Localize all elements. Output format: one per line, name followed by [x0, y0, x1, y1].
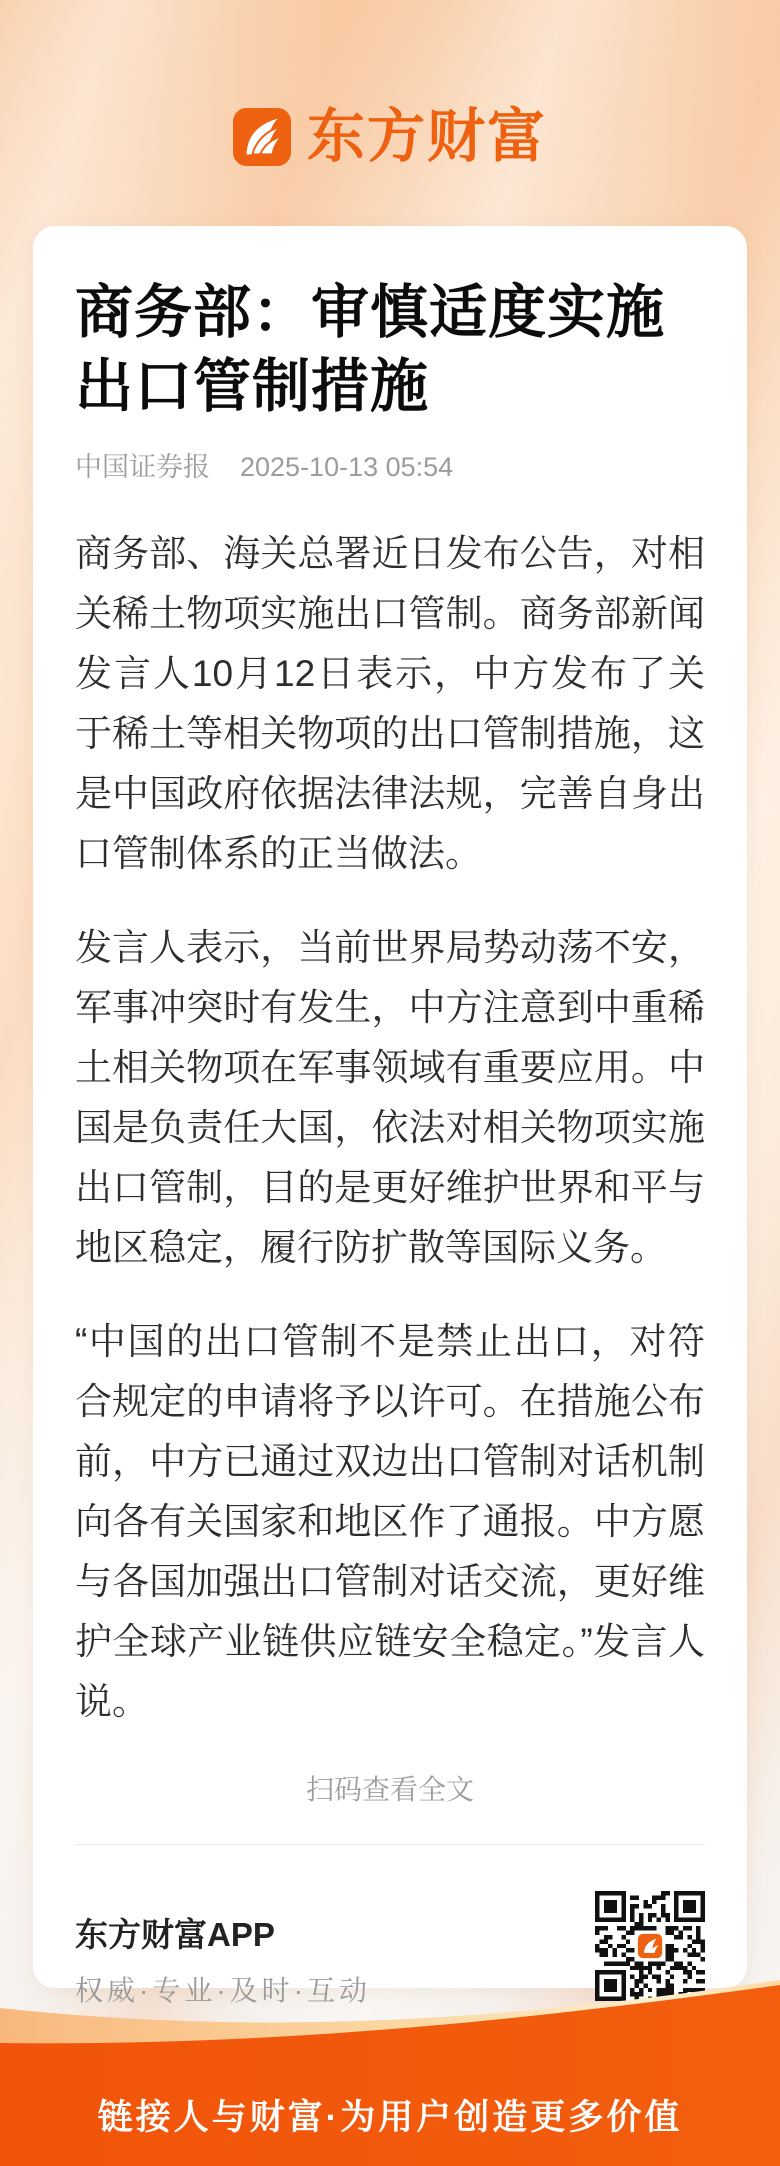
- paragraph: 商务部、海关总署近日发布公告，对相关稀土物项实施出口管制。商务部新闻发言人10月12日表示，中方发布了关于稀土等相关物项的出口管制措施，这是中国政府依据法律法规，完善自身出口管制体系的正当做法。: [75, 533, 705, 874]
- logo-wordmark: 东方财富: [306, 104, 547, 169]
- scan-hint-text: 扫码查看全文: [305, 1774, 474, 1805]
- divider: [75, 1844, 705, 1845]
- article-card: [33, 226, 747, 2006]
- article-source: 中国证券报: [75, 452, 210, 482]
- article-body: [75, 524, 705, 1732]
- header-logo: [0, 106, 780, 168]
- eastmoney-app-icon: [233, 108, 291, 166]
- article-meta: [75, 450, 705, 484]
- article-title: 商务部：审慎适度实施出口管制措施: [75, 280, 666, 419]
- paragraph: “中国的出口管制不是禁止出口，对符合规定的申请将予以许可。在措施公布前，中方已通过双边出口管制对话机制向各有关国家和地区作了通报。中方愿与各国加强出口管制对话交流，更好维护全球产业链供应链安全稳定。”发言人说。: [75, 1321, 705, 1722]
- paragraph: 发言人表示，当前世界局势动荡不安，军事冲突时有发生，中方注意到中重稀土相关物项在军事领域有重要应用。中国是负责任大国，依法对相关物项实施出口管制，目的是更好维护世界和平与地区稳定，履行防扩散等国际义务。: [75, 927, 705, 1268]
- article-datetime: 2025-10-13 05:54: [240, 452, 454, 482]
- qr-center-app-icon: [637, 1933, 663, 1959]
- app-tagline: 权威·专业·及时·互动: [75, 1975, 371, 2006]
- app-name: 东方财富APP: [75, 1916, 275, 1953]
- banner-slogan: 链接人与财富·为用户创造更多价值: [97, 2098, 683, 2137]
